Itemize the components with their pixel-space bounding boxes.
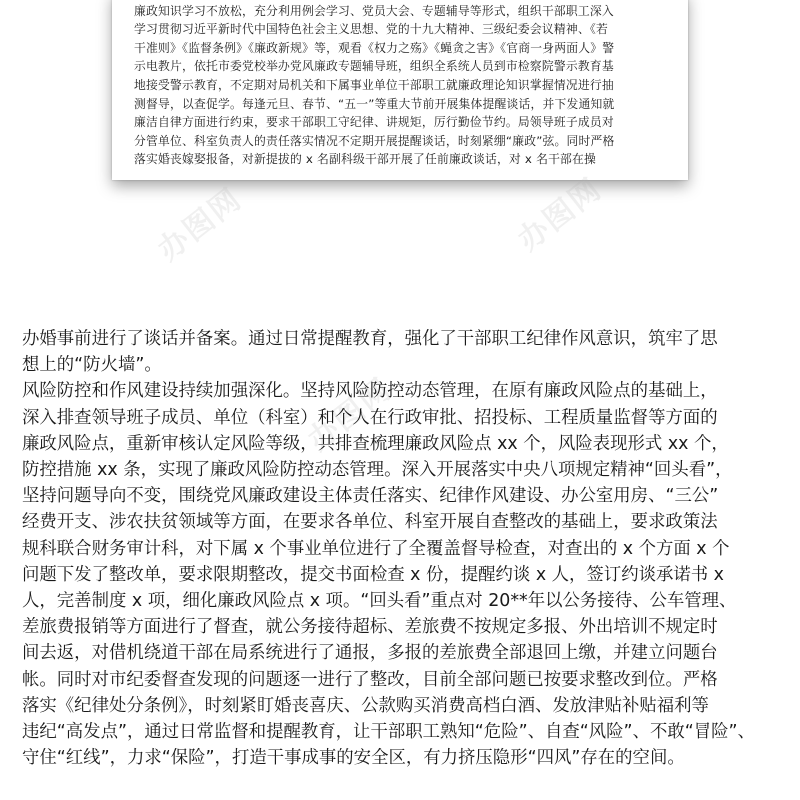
body-line: 风险防控和作风建设持续加强深化。坚持风险防控动态管理，在原有廉政风险点的基础上， [22, 381, 718, 402]
body-line: 经费开支、涉农扶贫领域等方面，在要求各单位、科室开展自查整改的基础上，要求政策法 [22, 512, 718, 533]
watermark: 办图网 [151, 181, 249, 269]
doc-image-line: 廉洁自律方面进行约束，要求干部职工守纪律、讲规矩，厉行勤俭节约。局领导班子成员对 [134, 115, 614, 130]
body-line: 违纪“高发点”，通过日常监督和提醒教育，让干部职工熟知“危险”、自查“风险”、不敢“冒险”、 [22, 722, 755, 743]
document-image-card [112, 0, 688, 180]
body-line: 人，完善制度 x 项，细化廉政风险点 x 项。“回头看”重点对 20**年以公务接待、公车管理、 [22, 591, 737, 612]
doc-image-line: 分管单位、科室负责人的责任落实情况不定期开展提醒谈话，时刻紧绷“廉政”弦。同时严格 [134, 133, 615, 148]
doc-image-line: 学习贯彻习近平新时代中国特色社会主义思想、党的十九大精神、三级纪委会议精神、《若 [134, 22, 608, 37]
body-line: 差旅费报销等方面进行了督查，就公务接待超标、差旅费不按规定多报、外出培训不规定时 [22, 617, 718, 638]
body-line: 守住“红线”，力求“保险”，打造干事成事的安全区，有力挤压隐形“四风”存在的空间。 [22, 748, 685, 769]
body-line: 规科联合财务审计科，对下属 x 个事业单位进行了全覆盖督导检查，对查出的 x 个方面 x 个 [22, 538, 730, 559]
body-line: 帐。同时对市纪委督查发现的问题逐一进行了整改，目前全部问题已按要求整改到位。严格 [22, 669, 718, 690]
body-line: 深入排查领导班子成员、单位（科室）和个人在行政审批、招投标、工程质量监督等方面的 [22, 407, 718, 428]
body-text [22, 326, 782, 771]
body-line: 防控措施 xx 条，实现了廉政风险防控动态管理。深入开展落实中央八项规定精神“回头看”， [22, 460, 733, 481]
body-line: 坚持问题导向不变，围绕党风廉政建设主体责任落实、纪律作风建设、办公室用房、“三公” [22, 486, 719, 507]
doc-image-line: 测督导，以查促学。每逢元旦、春节、“五一”等重大节前开展集体提醒谈话，并下发通知就 [134, 96, 615, 111]
body-line: 落实《纪律处分条例》，时刻紧盯婚丧喜庆、公款购买消费高档白酒、发放津贴补贴福利等 [22, 695, 709, 716]
body-line: 问题下发了整改单，要求限期整改，提交书面检查 x 份，提醒约谈 x 人，签订约谈承诺书 x [22, 564, 724, 585]
body-line: 间去返，对借机绕道干部在局系统进行了通报，多报的差旅费全部退回上缴，并建立问题台 [22, 643, 718, 664]
watermark: 办图网 [511, 171, 609, 259]
document-image-text [112, 0, 688, 169]
body-line: 想上的“防火墙”。 [22, 355, 162, 376]
doc-image-line: 地接受警示教育，不定期对局机关和下属事业单位干部职工就廉政理论知识掌握情况进行抽 [134, 77, 614, 92]
doc-image-line: 落实婚丧嫁娶报备，对新提拔的 x 名副科级干部开展了任前廉政谈话，对 x 名干部在操 [134, 152, 597, 167]
body-line: 廉政风险点，重新审核认定风险等级，共排查梳理廉政风险点 xx 个，风险表现形式 xx 个， [22, 433, 729, 454]
body-line: 办婚事前进行了谈话并备案。通过日常提醒教育，强化了干部职工纪律作风意识，筑牢了思 [22, 329, 718, 349]
doc-image-line: 廉政知识学习不放松，充分利用例会学习、党员大会、专题辅导等形式，组织干部职工深入 [134, 3, 614, 18]
doc-image-line: 干准则》《监督条例》《廉政新规》等，观看《权力之殇》《蝇贪之害》《官商一身两面人》警 [134, 40, 615, 55]
watermark: 办图网 [301, 371, 399, 459]
doc-image-line: 示电教片，依托市委党校举办党风廉政专题辅导班，组织全系统人员到市检察院警示教育基 [134, 59, 614, 74]
